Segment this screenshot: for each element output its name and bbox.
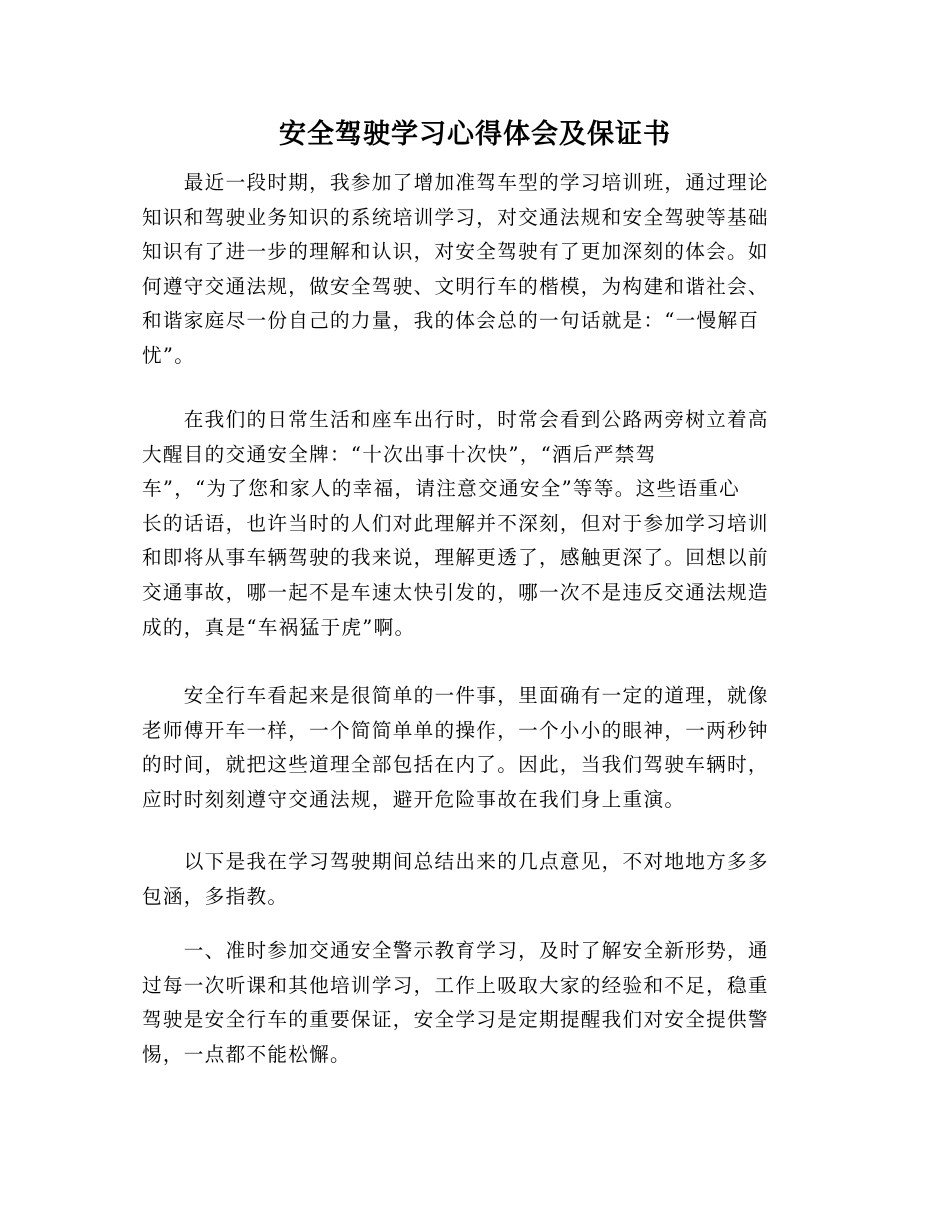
text-line: 包涵，多指教。 bbox=[142, 884, 289, 908]
paragraph-3 bbox=[142, 679, 808, 817]
text-line: 惕，一点都不能松懈。 bbox=[142, 1042, 351, 1066]
text-line: 和谐家庭尽一份自己的力量，我的体会总的一句话就是：“一慢解百 bbox=[142, 309, 760, 333]
text-line: 何遵守交通法规，做安全驾驶、文明行车的楷模，为构建和谐社会、 bbox=[142, 274, 769, 298]
paragraph-5 bbox=[142, 934, 808, 1072]
paragraph-2 bbox=[142, 403, 808, 645]
text-line: 忧”。 bbox=[142, 343, 196, 367]
text-line: 长的话语，也许当时的人们对此理解并不深刻，但对于参加学习培训 bbox=[142, 511, 769, 535]
text-line: 大醒目的交通安全牌：“十次出事十次快”，“酒后严禁驾 bbox=[142, 442, 657, 466]
text-line: 的时间，就把这些道理全部包括在内了。因此，当我们驾驶车辆时， bbox=[142, 753, 769, 777]
text-line: 一、准时参加交通安全警示教育学习，及时了解安全新形势，通 bbox=[142, 939, 769, 962]
text-line: 以下是我在学习驾驶期间总结出来的几点意见，不对地地方多多 bbox=[142, 850, 769, 873]
text-line: 成的，真是“车祸猛于虎”啊。 bbox=[142, 615, 416, 639]
text-line: 车”，“为了您和家人的幸福，请注意交通安全”等等。这些语重心 bbox=[142, 477, 741, 501]
text-line: 应时时刻刻遵守交通法规，避开危险事故在我们身上重演。 bbox=[142, 787, 686, 811]
paragraph-4 bbox=[142, 845, 808, 914]
text-line: 最近一段时期，我参加了增加准驾车型的学习培训班，通过理论 bbox=[142, 171, 769, 194]
text-line: 老师傅开车一样，一个简简单单的操作，一个小小的眼神，一两秒钟 bbox=[142, 718, 769, 742]
text-line: 过每一次听课和其他培训学习，工作上吸取大家的经验和不足，稳重 bbox=[142, 973, 769, 997]
text-line: 交通事故，哪一起不是车速太快引发的，哪一次不是违反交通法规造 bbox=[142, 580, 769, 604]
text-line: 知识有了进一步的理解和认识，对安全驾驶有了更加深刻的体会。如 bbox=[142, 240, 769, 264]
text-line: 驾驶是安全行车的重要保证，安全学习是定期提醒我们对安全提供警 bbox=[142, 1008, 769, 1032]
document-title: 安全驾驶学习心得体会及保证书 bbox=[279, 119, 671, 150]
paragraph-1 bbox=[142, 166, 808, 374]
text-line: 安全行车看起来是很简单的一件事，里面确有一定的道理，就像 bbox=[142, 684, 769, 707]
text-line: 和即将从事车辆驾驶的我来说，理解更透了，感触更深了。回想以前 bbox=[142, 546, 769, 570]
text-line: 知识和驾驶业务知识的系统培训学习，对交通法规和安全驾驶等基础 bbox=[142, 205, 769, 229]
text-line: 在我们的日常生活和座车出行时，时常会看到公路两旁树立着高 bbox=[142, 408, 769, 431]
